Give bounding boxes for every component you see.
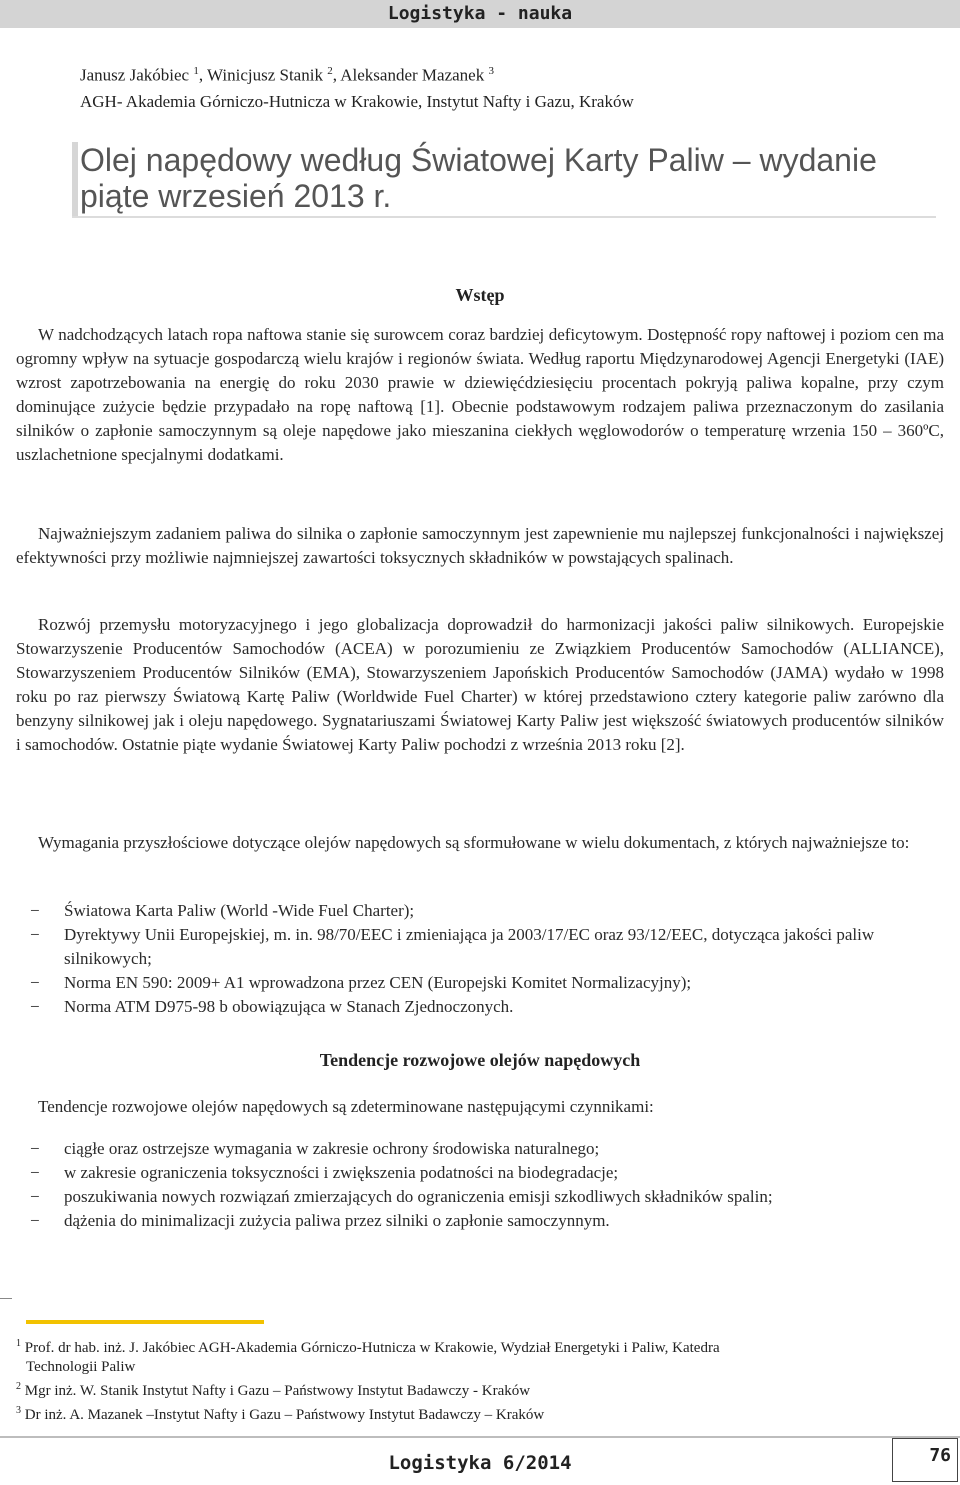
trends-list bbox=[24, 1137, 924, 1233]
footnote-1: $^1$ Prof. dr hab. inż. J. Jakóbiec AGH-Akademia Górniczo-Hutnicza w Krakowie, Wydział Energetyki i Paliw, Katedra bbox=[16, 1338, 720, 1356]
page-number: 76 bbox=[929, 1445, 951, 1466]
footnote-1-continued: Technologii Paliw bbox=[26, 1359, 136, 1375]
journal-footer: Logistyka 6/2014 bbox=[388, 1452, 572, 1474]
list-item: − Dyrektywy Unii Europejskiej, m. in. 98/70/EEC i zmieniająca ja 2003/17/EC oraz 93/12/EEC, dotycząca jakości paliw silnikowych; bbox=[30, 925, 875, 968]
title-underline bbox=[72, 216, 936, 218]
intro-paragraph-3: Rozwój przemysłu motoryzacyjnego i jego globalizacja doprowadził do harmonizacji jakości paliw silnikowych. Europejskie Stowarzyszenie Producentów Samochodów (ACEA) w porozumieniu ze Związkiem Producentów Samochodów (ALLIANCE), Stowarzyszeniem Producentów Silników (EMA), Stowarzyszeniem Japońskich Producentów Samochodów (JAMA) wydało w 1998 roku po raz pierwszy Światową Kartę Paliw (Worldwide Fuel Charter) w której przedstawiono cztery kategorie paliw zarówno dla benzyny silnikowej jak i oleju napędowego. Sygnatariuszami Światowej Karty Paliw jest większość światowych producentów silników i samochodów. Ostatnie piąte wydanie Światowej Karty Paliw pochodzi z września 2013 roku [2]. bbox=[16, 615, 944, 754]
list-item: − poszukiwania nowych rozwiązań zmierzających do ograniczenia emisji szkodliwych składników spalin; bbox=[30, 1187, 773, 1206]
footer-rule bbox=[0, 1436, 960, 1438]
trends-paragraph: Tendencje rozwojowe olejów napędowych są zdeterminowane następującymi czynnikami: bbox=[38, 1097, 654, 1116]
list-item: − dążenia do minimalizacji zużycia paliwa przez silniki o zapłonie samoczynnym. bbox=[30, 1211, 610, 1230]
title-accent-bar bbox=[72, 142, 78, 216]
author-affiliation: AGH- Akademia Górniczo-Hutnicza w Krakowie, Instytut Nafty i Gazu, Kraków bbox=[80, 91, 634, 111]
section-heading-intro: Wstęp bbox=[455, 285, 505, 305]
author-block bbox=[80, 58, 634, 115]
article-title: Olej napędowy według Światowej Karty Paliw – wydanie piąte wrzesień 2013 r. bbox=[80, 142, 877, 214]
list-item: − ciągłe oraz ostrzejsze wymagania w zakresie ochrony środowiska naturalnego; bbox=[30, 1139, 600, 1158]
footnote-3: $^3$ Dr inż. A. Mazanek –Instytut Nafty i Gazu – Państwowy Instytut Badawczy – Kraków bbox=[16, 1405, 545, 1423]
intro-paragraph-4: Wymagania przyszłościowe dotyczące olejów napędowych są sformułowane w wielu dokumentach, z których najważniejsze to: bbox=[38, 833, 910, 852]
list-item: − w zakresie ograniczenia toksyczności i zwiększenia podatności na biodegradacje; bbox=[30, 1163, 619, 1182]
article-title-block bbox=[72, 142, 936, 218]
author-names: Janusz Jakóbiec $^1$, Winicjusz Stanik $^2$, Aleksander Mazanek $^3$ bbox=[80, 65, 494, 85]
list-item: − Norma EN 590: 2009+ A1 wprowadzona przez CEN (Europejski Komitet Normalizacyjny); bbox=[30, 973, 692, 992]
requirements-list bbox=[24, 899, 924, 1019]
list-item: − Światowa Karta Paliw (World -Wide Fuel Charter); bbox=[30, 901, 415, 920]
footnote-separator-tick bbox=[0, 1298, 12, 1299]
intro-paragraph-1: W nadchodzących latach ropa naftowa stanie się surowcem coraz bardziej deficytowym. Dostępność ropy naftowej i poziom cen ma ogromny wpływ na sytuacje gospodarczą wielu krajów i regionów świata. Według raportu Międzynarodowej Agencji Energetyki (IAE) wzrost zapotrzebowania na energię do roku 2030 prawie w dziewięćdziesięciu procentach pokryją paliwa kopalne, przy czym dominujące zużycie będzie przypadało na ropę naftową [1]. Obecnie podstawowym rodzajem paliwa przeznaczonym do zasilania silników o zapłonie samoczynnym są oleje napędowe jako mieszanina ciekłych węglowodorów o temperaturę wrzenia 150 – 360ºC, uszlachetnione specjalnymi dodatkami. bbox=[16, 325, 944, 464]
page-number-box bbox=[892, 1438, 958, 1482]
running-header: Logistyka - nauka bbox=[387, 3, 573, 24]
intro-paragraph-2: Najważniejszym zadaniem paliwa do silnika o zapłonie samoczynnym jest zapewnienie mu najlepszej funkcjonalności i największej efektywności przy możliwie najmniejszej zawartości toksycznych składników w powstających spalinach. bbox=[16, 524, 944, 567]
list-item: − Norma ATM D975-98 b obowiązująca w Stanach Zjednoczonych. bbox=[30, 997, 514, 1016]
section-heading-trends: Tendencje rozwojowe olejów napędowych bbox=[319, 1050, 641, 1070]
footnote-separator bbox=[26, 1320, 264, 1324]
footnote-2: $^2$ Mgr inż. W. Stanik Instytut Nafty i Gazu – Państwowy Instytut Badawczy - Kraków bbox=[16, 1381, 531, 1399]
footnotes bbox=[16, 1334, 916, 1425]
